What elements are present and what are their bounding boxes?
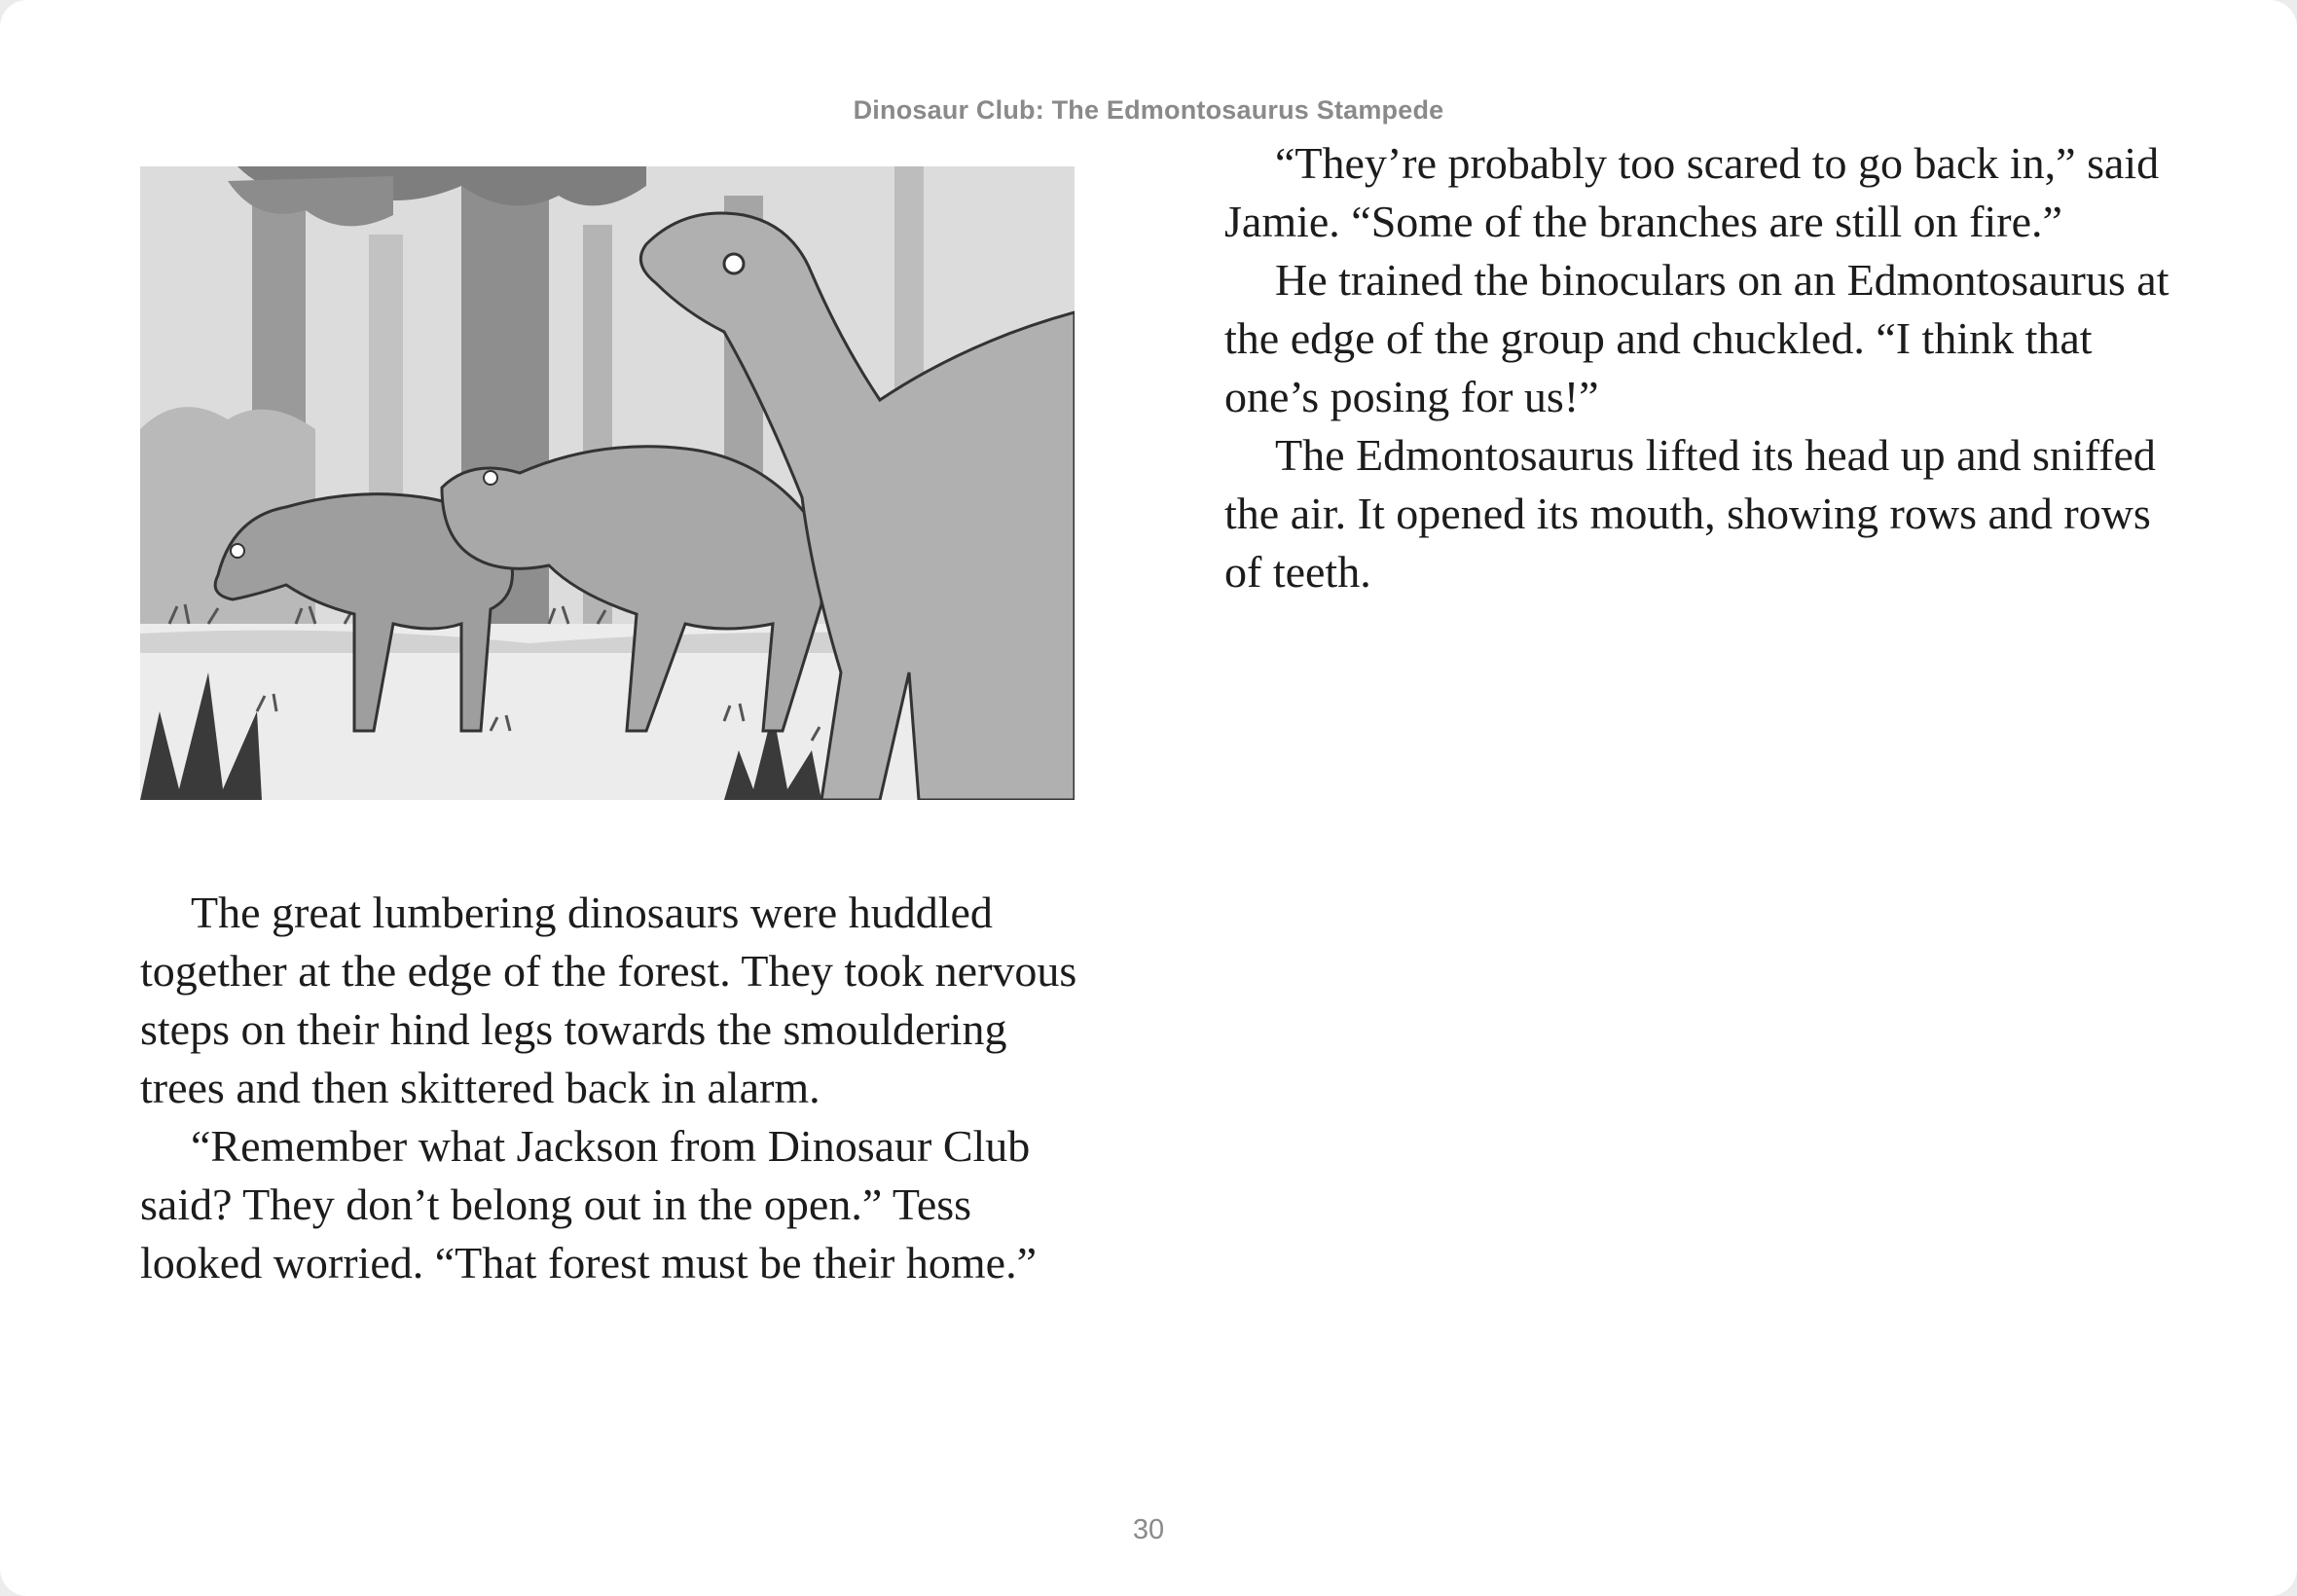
left-text-column — [140, 884, 1084, 1292]
paragraph: He trained the binoculars on an Edmontosaurus at the edge of the group and chuckled. “I think that one’s posing for us!” — [1224, 255, 2169, 421]
dinosaur-illustration — [140, 166, 1075, 800]
paragraph: “They’re probably too scared to go back in,” said Jamie. “Some of the branches are still on fire.” — [1224, 138, 2160, 246]
page-number: 30 — [1132, 1514, 1165, 1545]
paragraph: “Remember what Jackson from Dinosaur Club said? They don’t belong out in the open.” Tess looked worried. “That forest must be their home.” — [140, 1121, 1037, 1288]
paragraph: The great lumbering dinosaurs were huddled together at the edge of the forest. They took nervous steps on their hind legs towards the smouldering trees and then skittered back in alarm. — [140, 888, 1077, 1112]
paragraph: The Edmontosaurus lifted its head up and sniffed the air. It opened its mouth, showing rows and rows of teeth. — [1224, 430, 2156, 597]
right-text-column — [1224, 134, 2173, 601]
book-title: Dinosaur Club: The Edmontosaurus Stampede — [853, 95, 1444, 125]
